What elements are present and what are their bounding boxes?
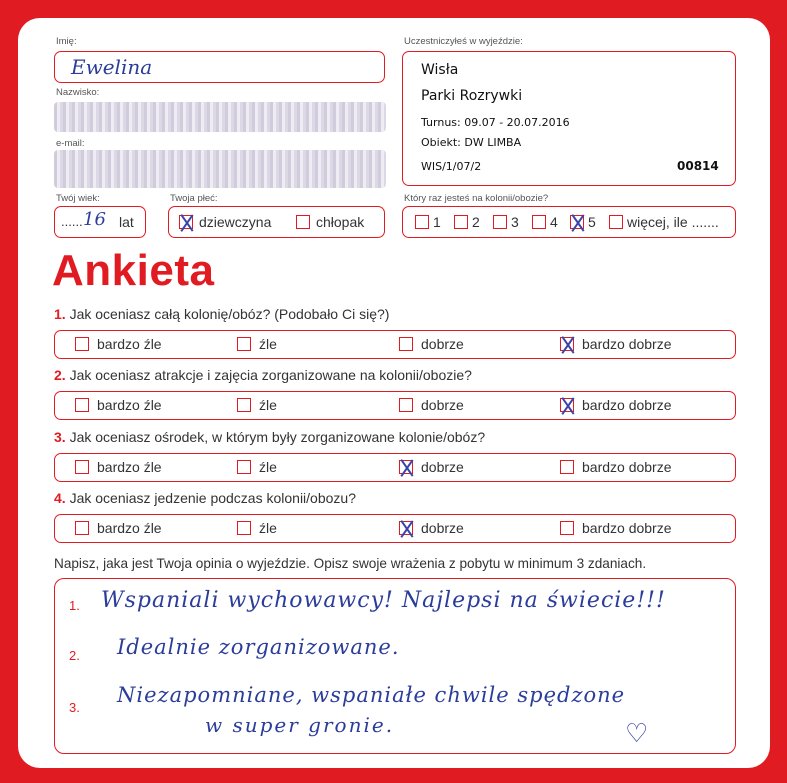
question-number: 3. bbox=[54, 429, 66, 445]
question-1 bbox=[54, 306, 389, 322]
trip-obiekt: Obiekt: DW LIMBA bbox=[421, 136, 522, 149]
answer-checkbox[interactable] bbox=[560, 337, 574, 351]
times-checkbox-1[interactable] bbox=[415, 215, 429, 229]
age-field[interactable] bbox=[54, 206, 146, 238]
gender-checkbox-male[interactable] bbox=[296, 215, 310, 229]
question-2 bbox=[54, 367, 472, 383]
question-text: Jak oceniasz ośrodek, w którym były zorganizowane kolonie/obóz? bbox=[69, 429, 486, 445]
opinion-field[interactable] bbox=[54, 578, 736, 754]
answer-checkbox[interactable] bbox=[75, 337, 89, 351]
question-number: 2. bbox=[54, 367, 66, 383]
gender-label: Twoja płeć: bbox=[170, 193, 218, 204]
answer-checkbox[interactable] bbox=[75, 460, 89, 474]
times-checkbox-4[interactable] bbox=[532, 215, 546, 229]
answer-checkbox[interactable] bbox=[237, 460, 251, 474]
answer-row-4 bbox=[54, 514, 736, 543]
age-dots: ...... bbox=[61, 214, 83, 229]
opinion-line: Niezapomniane, wspaniałe chwile spędzone bbox=[117, 683, 626, 707]
answer-checkbox[interactable] bbox=[399, 337, 413, 351]
answer-option-label: bardzo dobrze bbox=[582, 397, 672, 413]
trip-park: Parki Rozrywki bbox=[421, 88, 523, 104]
opinion-line-number: 1. bbox=[69, 598, 80, 613]
answer-checkbox[interactable] bbox=[237, 398, 251, 412]
page-title: Ankieta bbox=[52, 246, 215, 295]
opinion-line-number: 2. bbox=[69, 648, 80, 663]
answer-checkbox[interactable] bbox=[399, 398, 413, 412]
trip-number: 00814 bbox=[677, 159, 719, 173]
answer-option-label: dobrze bbox=[421, 397, 464, 413]
email-redacted bbox=[54, 150, 386, 188]
answer-checkbox[interactable] bbox=[560, 398, 574, 412]
trip-place: Wisła bbox=[421, 62, 459, 78]
times-checkbox-more[interactable] bbox=[609, 215, 623, 229]
email-label: e-mail: bbox=[56, 138, 85, 149]
answer-option-label: bardzo źle bbox=[97, 520, 162, 536]
question-3 bbox=[54, 429, 485, 445]
answer-option-label: źle bbox=[259, 520, 277, 536]
answer-option-label: źle bbox=[259, 459, 277, 475]
surname-label: Nazwisko: bbox=[56, 87, 100, 98]
answer-row-2 bbox=[54, 391, 736, 420]
times-option-more: więcej, ile ....... bbox=[627, 214, 719, 230]
name-field[interactable] bbox=[54, 51, 385, 83]
answer-option-label: źle bbox=[259, 336, 277, 352]
answer-checkbox[interactable] bbox=[560, 460, 574, 474]
answer-checkbox[interactable] bbox=[237, 337, 251, 351]
trip-code: WIS/1/07/2 bbox=[421, 160, 482, 173]
question-text: Jak oceniasz jedzenie podczas kolonii/obozu? bbox=[69, 490, 356, 506]
answer-option-label: bardzo dobrze bbox=[582, 520, 672, 536]
times-option-2: 2 bbox=[472, 214, 480, 230]
gender-field bbox=[168, 206, 385, 238]
gender-checkbox-female[interactable] bbox=[179, 215, 193, 229]
answer-checkbox[interactable] bbox=[75, 521, 89, 535]
times-option-5: 5 bbox=[588, 214, 596, 230]
answer-option-label: bardzo źle bbox=[97, 397, 162, 413]
opinion-prompt: Napisz, jaka jest Twoja opinia o wyjeździe. Opisz swoje wrażenia z pobytu w minimum 3 zdaniach. bbox=[54, 556, 647, 571]
answer-option-label: dobrze bbox=[421, 520, 464, 536]
answer-checkbox[interactable] bbox=[560, 521, 574, 535]
answer-option-label: źle bbox=[259, 397, 277, 413]
answer-checkbox[interactable] bbox=[237, 521, 251, 535]
survey-card bbox=[18, 18, 770, 768]
trip-box bbox=[402, 51, 736, 186]
times-option-3: 3 bbox=[511, 214, 519, 230]
answer-option-label: bardzo dobrze bbox=[582, 336, 672, 352]
answer-option-label: bardzo źle bbox=[97, 459, 162, 475]
trip-turnus: Turnus: 09.07 - 20.07.2016 bbox=[421, 116, 570, 129]
times-field bbox=[402, 206, 736, 238]
question-4 bbox=[54, 490, 356, 506]
answer-row-3 bbox=[54, 453, 736, 482]
times-checkbox-2[interactable] bbox=[454, 215, 468, 229]
answer-option-label: dobrze bbox=[421, 459, 464, 475]
opinion-line-number: 3. bbox=[69, 700, 80, 715]
age-unit: lat bbox=[119, 214, 134, 230]
answer-option-label: bardzo źle bbox=[97, 336, 162, 352]
trip-label: Uczestniczyłeś w wyjeździe: bbox=[404, 36, 523, 47]
surname-redacted bbox=[54, 102, 386, 132]
times-option-1: 1 bbox=[433, 214, 441, 230]
name-value: Ewelina bbox=[71, 55, 153, 79]
opinion-line: Wspaniali wychowawcy! Najlepsi na świecie!!! bbox=[101, 588, 666, 613]
answer-checkbox[interactable] bbox=[399, 460, 413, 474]
answer-option-label: dobrze bbox=[421, 336, 464, 352]
answer-option-label: bardzo dobrze bbox=[582, 459, 672, 475]
times-checkbox-5[interactable] bbox=[570, 215, 584, 229]
times-label: Który raz jesteś na kolonii/obozie? bbox=[404, 193, 549, 204]
gender-option-male: chłopak bbox=[316, 214, 365, 230]
opinion-line: Idealnie zorganizowane. bbox=[117, 635, 400, 659]
question-text: Jak oceniasz atrakcje i zajęcia zorganizowane na kolonii/obozie? bbox=[69, 367, 472, 383]
age-value: 16 bbox=[83, 209, 106, 230]
question-number: 1. bbox=[54, 306, 66, 322]
times-checkbox-3[interactable] bbox=[493, 215, 507, 229]
times-option-4: 4 bbox=[550, 214, 558, 230]
answer-checkbox[interactable] bbox=[399, 521, 413, 535]
heart-icon: ♡ bbox=[625, 719, 649, 749]
opinion-line-continuation: w super gronie. bbox=[205, 713, 395, 737]
answer-row-1 bbox=[54, 330, 736, 359]
question-number: 4. bbox=[54, 490, 66, 506]
gender-option-female: dziewczyna bbox=[199, 214, 272, 230]
age-label: Twój wiek: bbox=[56, 193, 100, 204]
question-text: Jak oceniasz całą kolonię/obóz? (Podobało Ci się?) bbox=[69, 306, 390, 322]
answer-checkbox[interactable] bbox=[75, 398, 89, 412]
name-label: Imię: bbox=[56, 36, 77, 47]
